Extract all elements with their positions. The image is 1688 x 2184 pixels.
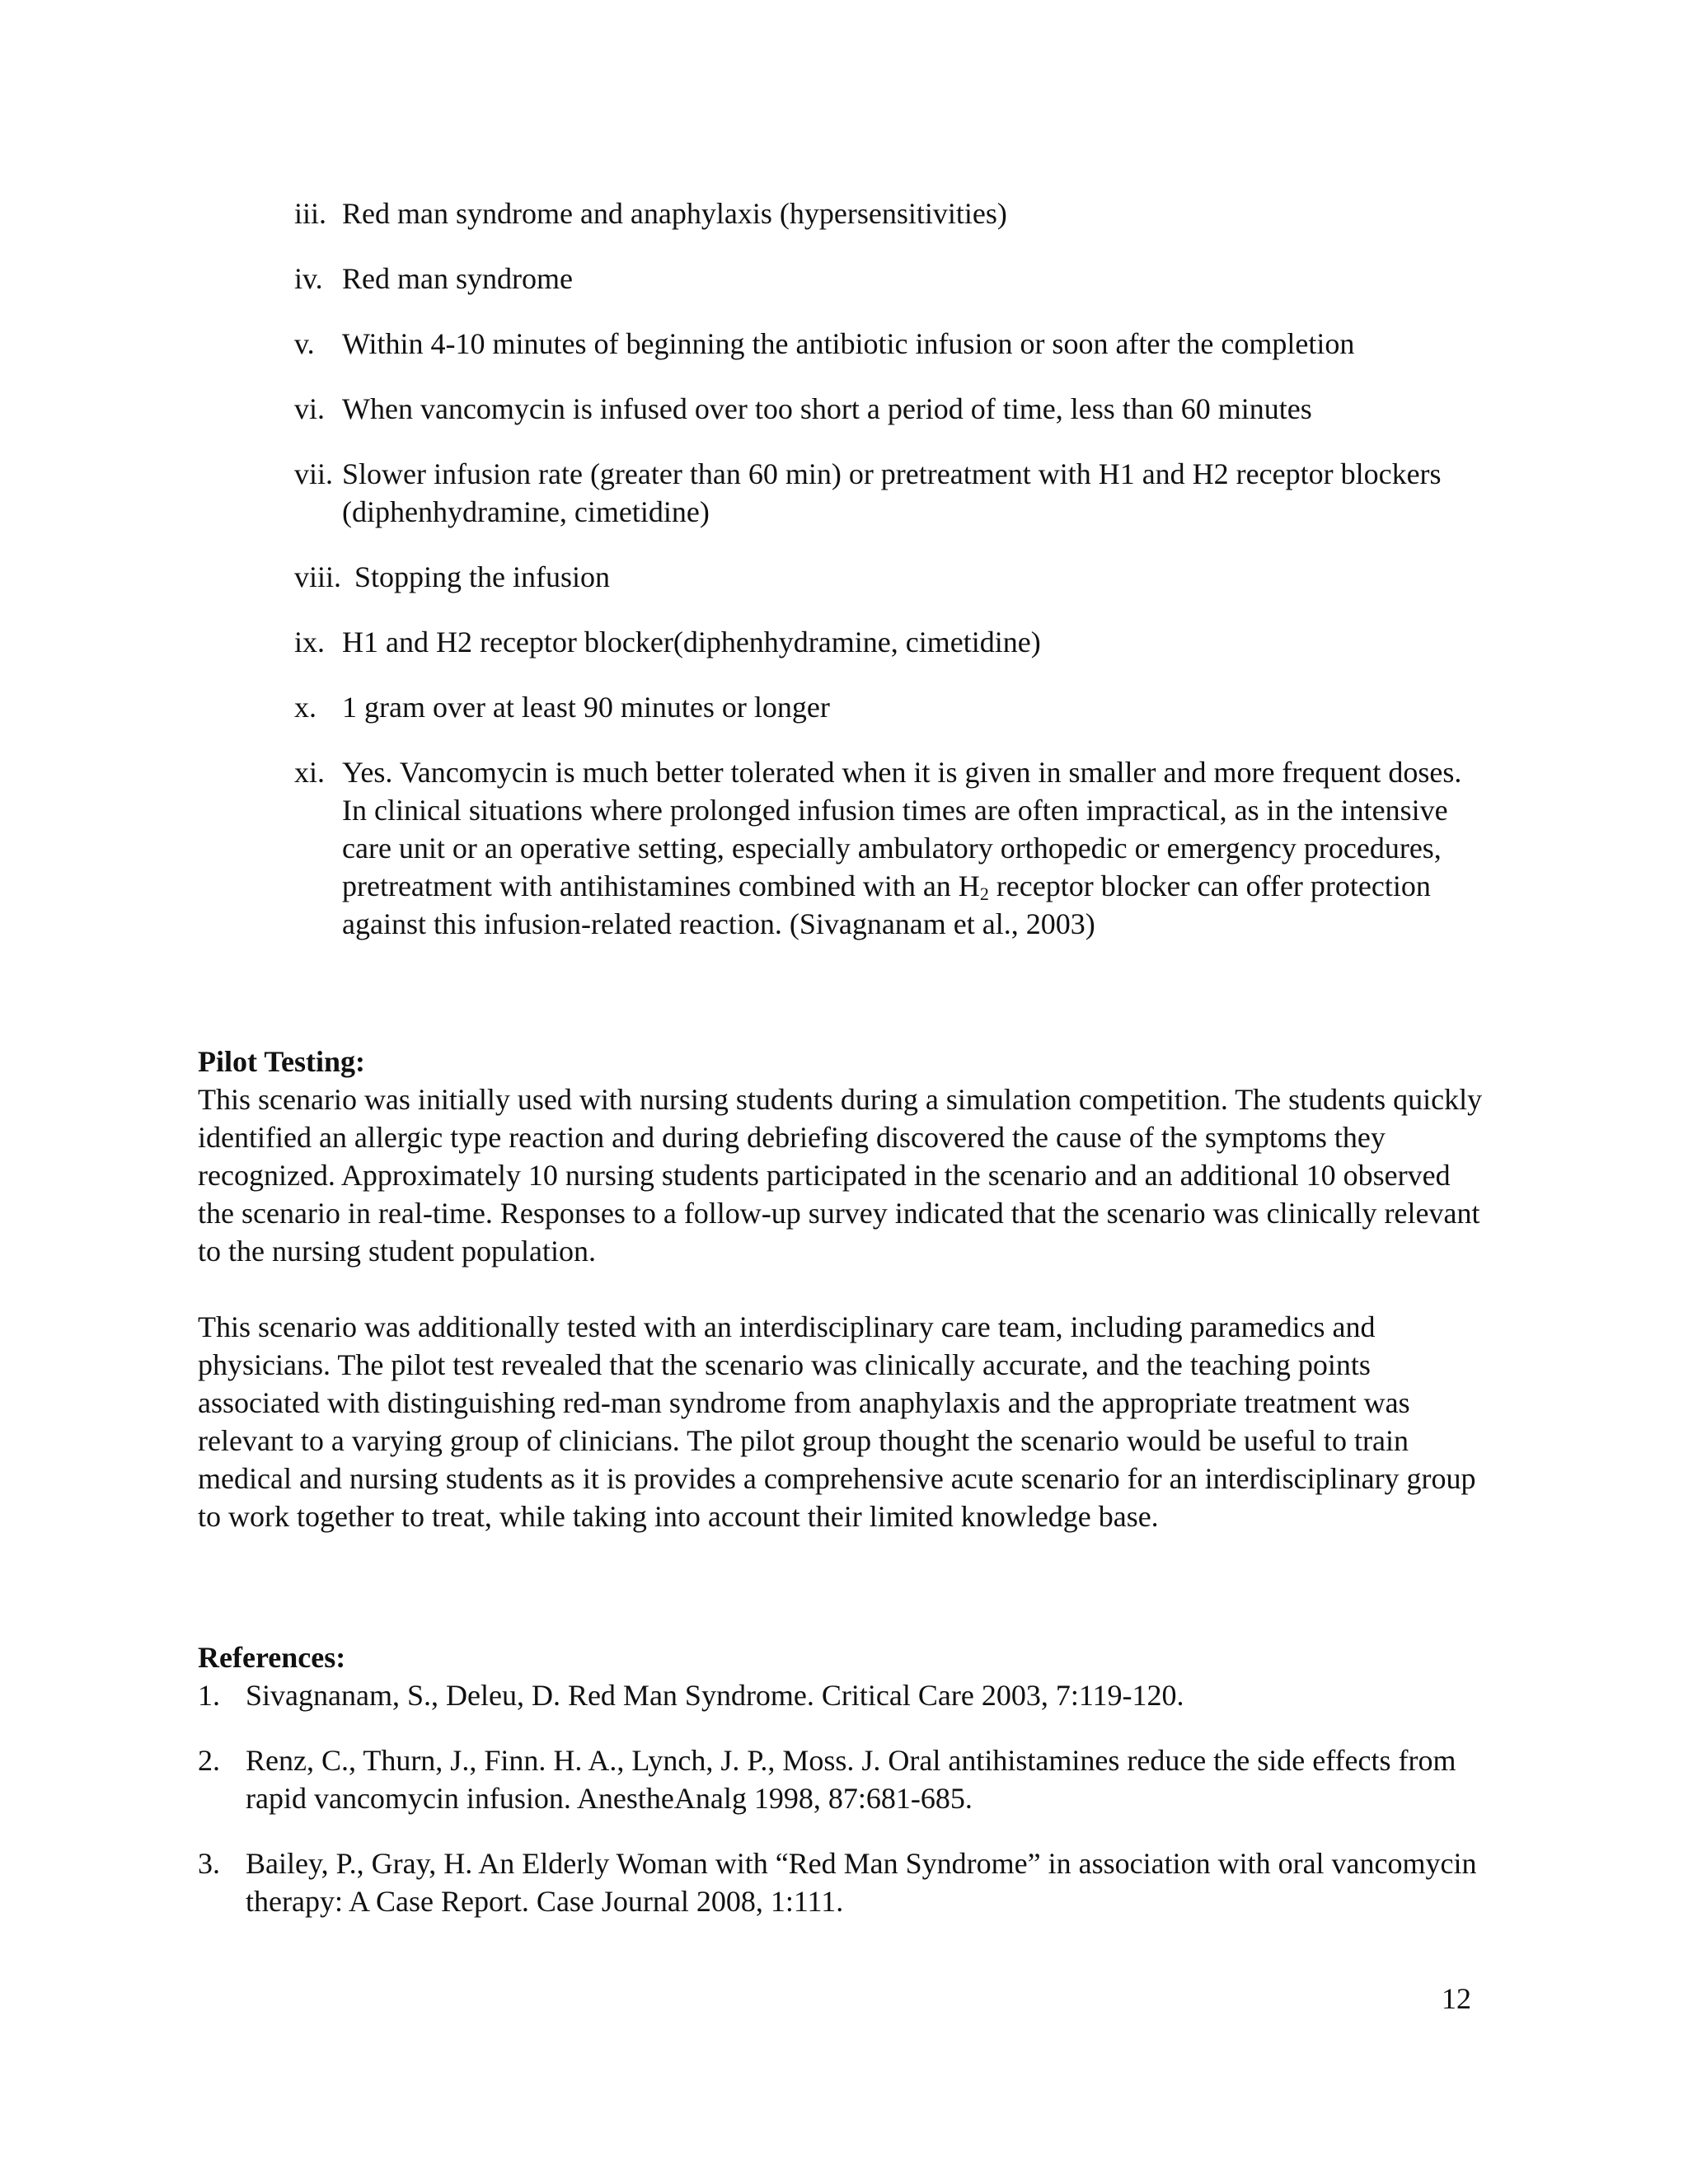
list-item-text-part1: Yes. Vancomycin is much better tolerated when it is given in smaller and more frequent doses. In clinical situations where prolonged infusion times are often impractical, as in the intensive care unit or an operative setting, especially ambulatory orthopedic or emergency procedures, pretreatment with antihistamines combined with an H (342, 756, 1462, 902)
list-item-text: Red man syndrome (342, 262, 573, 295)
reference-number: 3. (198, 1847, 220, 1880)
pilot-testing-heading: Pilot Testing: (198, 1045, 366, 1078)
list-item-number: vii. (294, 457, 334, 490)
list-item-text: Within 4-10 minutes of beginning the antibiotic infusion or soon after the completion (342, 327, 1355, 360)
page-number: 12 (1442, 1982, 1471, 2015)
list-item-text: H1 and H2 receptor blocker(diphenhydramine, cimetidine) (342, 626, 1041, 658)
references-section (198, 1638, 1484, 1947)
list-item-text: Slower infusion rate (greater than 60 min) or pretreatment with H1 and H2 receptor blockers (diphenhydramine, cimetidine) (342, 457, 1442, 528)
pilot-testing-section (198, 1043, 1484, 1535)
reference-text: Bailey, P., Gray, H. An Elderly Woman with “Red Man Syndrome” in association with oral vancomycin therapy: A Case Report. Case Journal 2008, 1:111. (246, 1847, 1477, 1918)
answer-list (294, 194, 1489, 970)
references-list (198, 1676, 1484, 1920)
reference-number: 2. (198, 1744, 220, 1777)
list-item-number: v. (294, 327, 315, 360)
list-item (294, 558, 1489, 596)
list-item-text: When vancomycin is infused over too short a period of time, less than 60 minutes (342, 392, 1312, 425)
references-heading: References: (198, 1641, 346, 1674)
list-item-text: Stopping the infusion (354, 560, 611, 593)
list-item-number: viii. (294, 560, 342, 593)
reference-item (198, 1844, 1484, 1920)
pilot-testing-paragraph-1: This scenario was initially used with nursing students during a simulation competition. The students quickly identified an allergic type reaction and during debriefing discovered the cause of the symptoms they recognized. Approximately 10 nursing students participated in the scenario and an additional 10 observed the scenario in real-time. Responses to a follow-up survey indicated that the scenario was clinically relevant to the nursing student population. (198, 1083, 1483, 1268)
reference-text: Sivagnanam, S., Deleu, D. Red Man Syndrome. Critical Care 2003, 7:119-120. (246, 1679, 1184, 1712)
reference-item (198, 1676, 1484, 1714)
list-item (294, 688, 1489, 726)
list-item-text-part2: receptor blocker can offer protection against this infusion-related reaction. (Sivagnanam et al., 2003) (342, 869, 1431, 940)
reference-text: Renz, C., Thurn, J., Finn. H. A., Lynch, J. P., Moss. J. Oral antihistamines reduce the side effects from rapid vancomycin infusion. AnestheAnalg 1998, 87:681-685. (246, 1744, 1456, 1815)
list-item (294, 325, 1489, 363)
list-item-text: Red man syndrome and anaphylaxis (hypersensitivities) (342, 197, 1007, 230)
list-item-number: x. (294, 691, 316, 724)
list-item-text (342, 753, 1489, 943)
subscript-2: 2 (979, 883, 989, 904)
reference-item (198, 1741, 1484, 1817)
list-item-number: xi. (294, 756, 326, 789)
list-item-number: ix. (294, 626, 326, 658)
list-item (294, 753, 1489, 943)
list-item-number: vi. (294, 392, 326, 425)
list-item (294, 455, 1489, 531)
pilot-testing-paragraph-2: This scenario was additionally tested with an interdisciplinary care team, including paramedics and physicians. The pilot test revealed that the scenario was clinically accurate, and the teaching points associated with distinguishing red-man syndrome from anaphylaxis and the appropriate treatment was relevant to a varying group of clinicians. The pilot group thought the scenario would be useful to train medical and nursing students as it is provides a comprehensive acute scenario for an interdisciplinary group to work together to treat, while taking into account their limited knowledge base. (198, 1310, 1476, 1533)
reference-number: 1. (198, 1679, 220, 1712)
list-item (294, 260, 1489, 298)
list-item (294, 623, 1489, 661)
list-item-text: 1 gram over at least 90 minutes or longer (342, 691, 830, 724)
list-item (294, 390, 1489, 428)
list-item (294, 194, 1489, 232)
list-item-number: iii. (294, 197, 327, 230)
list-item-number: iv. (294, 262, 323, 295)
